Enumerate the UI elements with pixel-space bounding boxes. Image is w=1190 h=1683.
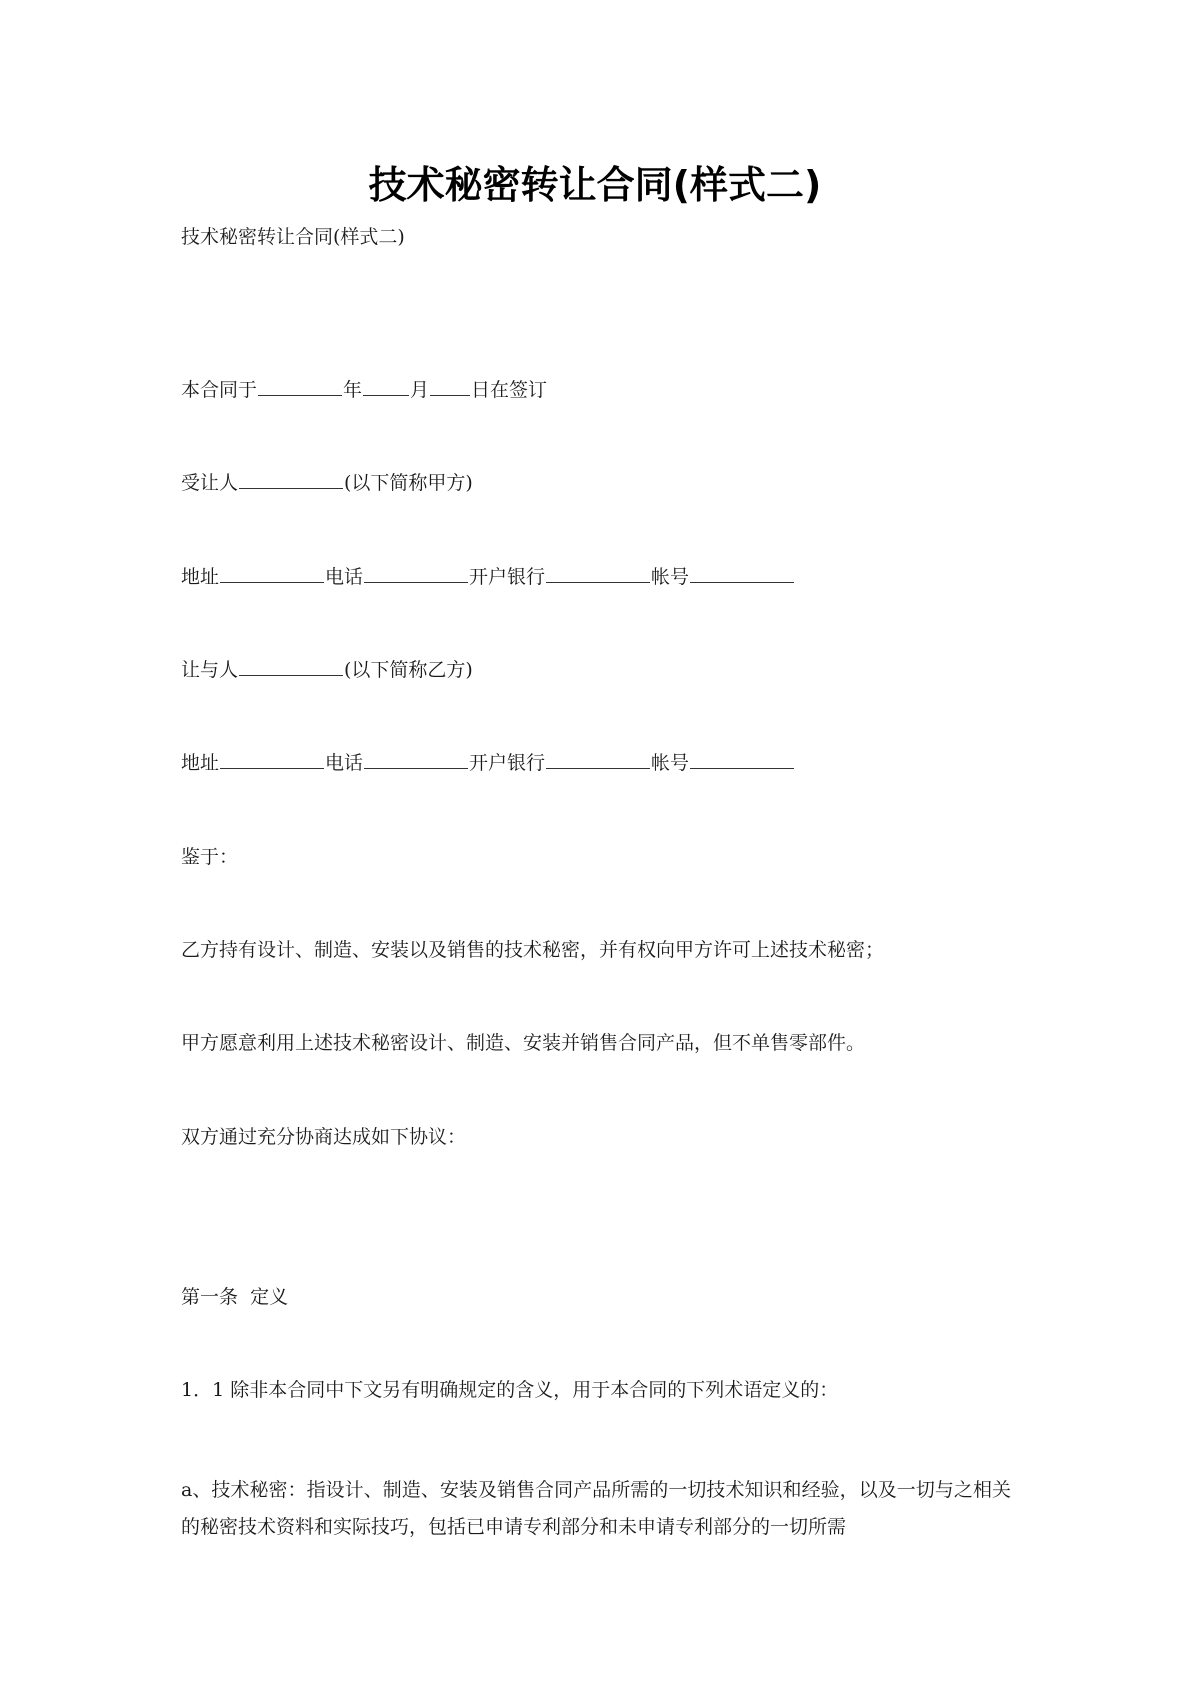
day-blank[interactable] (430, 377, 470, 396)
party-b-phone-label: 电话 (325, 752, 364, 774)
party-a-phone-blank[interactable] (364, 564, 468, 583)
party-b-address-blank[interactable] (220, 750, 324, 769)
signing-date-line (181, 377, 547, 403)
party-b-suffix: (以下简称乙方) (344, 659, 473, 681)
party-a-bank-blank[interactable] (546, 564, 650, 583)
party-a-bank-label: 开户银行 (469, 566, 546, 588)
party-a-phone-label: 电话 (325, 566, 364, 588)
article-1-heading: 第一条 定义 (181, 1286, 289, 1308)
whereas-heading: 鉴于： (181, 846, 239, 868)
whereas-clause-2: 甲方愿意利用上述技术秘密设计、制造、安装并销售合同产品，但不单售零部件。 (181, 1032, 866, 1054)
party-a-name-blank[interactable] (239, 470, 343, 489)
definition-a: a、技术秘密：指设计、制造、安装及销售合同产品所需的一切技术知识和经验，以及一切与之相关的秘密技术资料和实际技巧，包括已申请专利部分和未申请专利部分的一切所需 (181, 1479, 1011, 1538)
signing-prefix: 本合同于 (181, 379, 258, 401)
day-label: 日在签订 (471, 379, 548, 401)
party-a-role-label: 受让人 (181, 472, 239, 494)
party-b-account-blank[interactable] (690, 750, 794, 769)
document-subtitle: 技术秘密转让合同(样式二) (181, 226, 405, 248)
whereas-clause-1: 乙方持有设计、制造、安装以及销售的技术秘密，并有权向甲方许可上述技术秘密； (181, 939, 885, 961)
party-a-address-label: 地址 (181, 566, 220, 588)
party-b-line (181, 657, 473, 683)
party-b-address-label: 地址 (181, 752, 220, 774)
party-b-bank-label: 开户银行 (469, 752, 546, 774)
document-title: 技术秘密转让合同(样式二) (368, 163, 822, 207)
year-label: 年 (343, 379, 363, 401)
party-b-info-line (181, 750, 795, 776)
party-a-line (181, 470, 473, 496)
party-b-bank-blank[interactable] (546, 750, 650, 769)
party-a-info-line (181, 564, 795, 590)
month-blank[interactable] (363, 377, 409, 396)
month-label: 月 (410, 379, 430, 401)
year-blank[interactable] (258, 377, 342, 396)
clause-1-1: 1．1 除非本合同中下文另有明确规定的含义，用于本合同的下列术语定义的： (181, 1379, 839, 1401)
party-a-address-blank[interactable] (220, 564, 324, 583)
party-b-role-label: 让与人 (181, 659, 239, 681)
agreement-intro: 双方通过充分协商达成如下协议： (181, 1126, 467, 1148)
party-b-phone-blank[interactable] (364, 750, 468, 769)
party-b-account-label: 帐号 (651, 752, 690, 774)
party-b-name-blank[interactable] (239, 657, 343, 676)
party-a-account-label: 帐号 (651, 566, 690, 588)
party-a-suffix: (以下简称甲方) (344, 472, 473, 494)
party-a-account-blank[interactable] (690, 564, 794, 583)
